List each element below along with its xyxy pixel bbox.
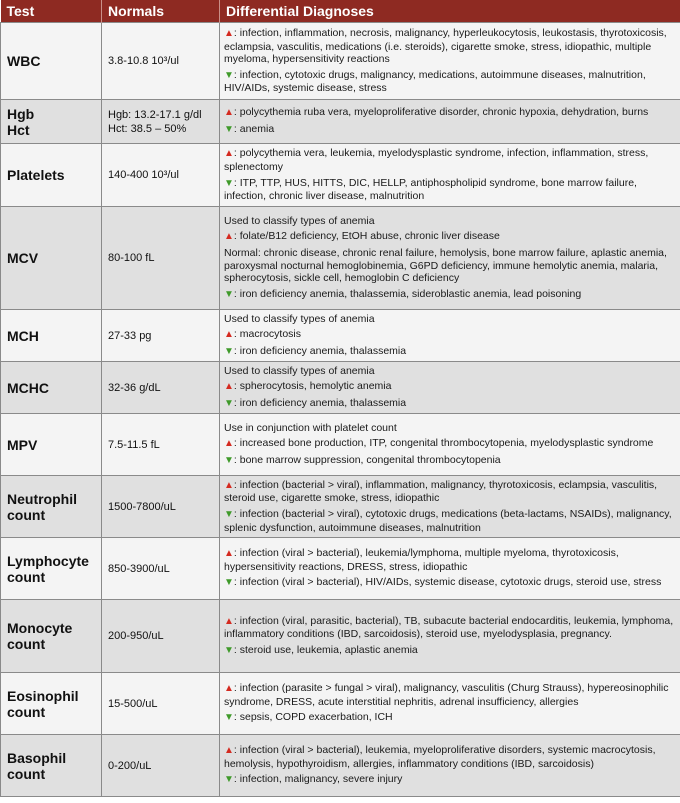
diagnosis-line [224, 380, 676, 394]
test-name: MCH [1, 310, 102, 362]
increase-arrow-icon: ▲ [224, 479, 234, 491]
table-body [1, 23, 680, 797]
differential-diagnoses [220, 144, 680, 207]
diagnosis-text: : infection (viral, parasitic, bacterial), TB, subacute bacterial endocarditis, leukemia, lymphoma, inflammatory conditions (IBD, sarcoidosis), steroid use, myelodysplasia, pregnancy. [224, 614, 674, 641]
table-row [1, 538, 680, 600]
normal-range-line: 850-3900/uL [108, 562, 170, 575]
test-name: WBC [1, 23, 102, 100]
diagnosis-text: : infection (bacterial > viral), inflammation, malignancy, thyrotoxicosis, eclampsia, vasculitis, steroid use, cigarette smoke, stress, idiopathic [224, 478, 658, 505]
diagnosis-text: : anemia [233, 123, 275, 135]
diagnosis-text: : infection, inflammation, necrosis, malignancy, hyperleukocytosis, leukostasis, thyrotoxicosis, eclampsia, vasculitis, medications (i.e. steroids), cigarette smoke, stress, idiopathic, multiple myeloma, hypersensitivity reactions [224, 27, 667, 66]
diagnosis-line [224, 230, 676, 244]
diagnosis-text: : infection (bacterial > viral), cytotoxic drugs, medications (beta-lactams, NSAIDs), malignancy, splenic dysfunction, autoimmune diseases, malnutrition [224, 508, 672, 534]
decrease-arrow-icon: ▼ [224, 177, 234, 189]
diagnosis-line [224, 177, 676, 203]
normal-range [102, 23, 220, 100]
normal-range [102, 144, 220, 207]
normal-range [102, 476, 220, 538]
diagnosis-line [224, 106, 676, 120]
normal-range [102, 600, 220, 673]
table-row [1, 310, 680, 362]
table-row [1, 414, 680, 476]
increase-arrow-icon: ▲ [224, 107, 234, 119]
diagnosis-line [224, 711, 676, 725]
diagnosis-line [224, 422, 676, 435]
normal-range [102, 538, 220, 600]
test-name: Neutrophil count [1, 476, 102, 538]
diagnosis-line [224, 508, 676, 534]
increase-arrow-icon: ▲ [224, 231, 234, 243]
increase-arrow-icon: ▲ [224, 148, 234, 160]
table-row [1, 100, 680, 144]
increase-arrow-icon: ▲ [224, 745, 234, 757]
decrease-arrow-icon: ▼ [224, 345, 234, 357]
normal-range [102, 414, 220, 476]
diagnosis-line [224, 27, 676, 66]
normal-range [102, 207, 220, 310]
table-row [1, 735, 680, 797]
increase-arrow-icon: ▲ [224, 28, 234, 40]
diagnosis-line [224, 454, 676, 468]
diagnosis-text: : sepsis, COPD exacerbation, ICH [233, 711, 393, 724]
differential-diagnoses [220, 310, 680, 362]
decrease-arrow-icon: ▼ [224, 124, 234, 135]
table-row [1, 144, 680, 207]
normal-range-line: Hgb: 13.2-17.1 g/dl [108, 108, 202, 121]
increase-arrow-icon: ▲ [224, 438, 234, 450]
diagnosis-text: : infection (viral > bacterial), HIV/AIDs, systemic disease, cytotoxic drugs, steroid use, stress [233, 576, 662, 589]
normal-range [102, 735, 220, 797]
diagnosis-text: Used to classify types of anemia [224, 214, 375, 227]
normal-range-line: 140-400 10³/ul [108, 169, 179, 181]
diagnosis-line [224, 644, 676, 658]
differential-diagnoses [220, 207, 680, 310]
diagnosis-text: : infection, cytotoxic drugs, malignancy, medications, autoimmune diseases, malnutrition, HIV/AIDs, systemic disease, stress [224, 68, 646, 95]
diagnosis-line [224, 288, 676, 302]
normal-range-line: 0-200/uL [108, 759, 152, 772]
differential-diagnoses [220, 414, 680, 476]
table-row [1, 207, 680, 310]
decrease-arrow-icon: ▼ [224, 644, 234, 656]
normal-range-line: Hct: 38.5 – 50% [108, 122, 187, 135]
diagnosis-text: : polycythemia ruba vera, myeloproliferative disorder, chronic hypoxia, dehydration, burns [233, 106, 649, 119]
table-row [1, 23, 680, 100]
test-name: Eosinophil count [1, 673, 102, 735]
normal-range-line: 1500-7800/uL [108, 500, 176, 513]
decrease-arrow-icon: ▼ [224, 577, 234, 589]
normal-range [102, 362, 220, 414]
decrease-arrow-icon: ▼ [224, 288, 234, 300]
diagnosis-line [224, 69, 676, 95]
diagnosis-line [224, 123, 676, 137]
test-name: MPV [1, 414, 102, 476]
decrease-arrow-icon: ▼ [224, 454, 234, 466]
test-name: Platelets [1, 144, 102, 207]
normal-range [102, 310, 220, 362]
increase-arrow-icon: ▲ [224, 615, 234, 627]
diagnosis-line [224, 328, 676, 342]
normal-range-line: 3.8-10.8 10³/ul [108, 55, 179, 67]
diagnosis-line [224, 397, 676, 411]
diagnosis-text: : bone marrow suppression, congenital thrombocytopenia [233, 453, 501, 466]
test-name: Basophil count [1, 735, 102, 797]
decrease-arrow-icon: ▼ [224, 774, 234, 786]
test-name: Hgb Hct [1, 100, 102, 144]
diagnosis-line [224, 547, 676, 573]
diagnosis-line [224, 365, 676, 378]
diagnosis-text: : increased bone production, ITP, congenital thrombocytopenia, myelodysplastic syndrome [233, 437, 654, 450]
increase-arrow-icon: ▲ [224, 329, 234, 341]
normal-range-line: 32-36 g/dL [108, 381, 161, 394]
test-name: MCHC [1, 362, 102, 414]
diagnosis-text: Use in conjunction with platelet count [224, 421, 397, 434]
diagnosis-text: : spherocytosis, hemolytic anemia [233, 380, 392, 393]
diagnosis-line [224, 576, 676, 590]
diagnosis-text: Normal: chronic disease, chronic renal failure, hemolysis, bone marrow failure, aplastic anemia, paroxysmal nocturnal hemoglobinemia, G6PD deficiency, immune hemolytic anemia, malaria, spherocytosis, sickle cell, hemoglobin C deficiency [224, 246, 667, 285]
differential-diagnoses [220, 735, 680, 797]
normal-range [102, 673, 220, 735]
diagnosis-text: : steroid use, leukemia, aplastic anemia [233, 643, 418, 656]
header-row [1, 0, 680, 23]
table-row [1, 476, 680, 538]
diagnosis-text: : iron deficiency anemia, thalassemia [233, 344, 407, 357]
diagnosis-line [224, 247, 676, 285]
test-name: Monocyte count [1, 600, 102, 673]
normal-range-line: 80-100 fL [108, 252, 155, 264]
normal-range-line: 200-950/uL [108, 630, 164, 642]
table-row [1, 600, 680, 673]
normal-range-line: 15-500/uL [108, 697, 158, 710]
header-normals: Normals [102, 0, 220, 23]
diagnosis-text: Used to classify types of anemia [224, 312, 375, 325]
differential-diagnoses [220, 362, 680, 414]
diagnosis-line [224, 479, 676, 505]
test-name: MCV [1, 207, 102, 310]
differential-diagnoses [220, 100, 680, 144]
diagnosis-line [224, 773, 676, 787]
decrease-arrow-icon: ▼ [224, 509, 234, 520]
table-row [1, 673, 680, 735]
diagnosis-text: : polycythemia vera, leukemia, myelodysplastic syndrome, infection, inflammation, stress, splenectomy [224, 147, 649, 173]
differential-diagnoses [220, 476, 680, 538]
diagnosis-line [224, 147, 676, 173]
increase-arrow-icon: ▲ [224, 548, 234, 560]
diagnosis-line [224, 313, 676, 326]
decrease-arrow-icon: ▼ [224, 397, 234, 409]
diagnosis-text: : iron deficiency anemia, thalassemia, sideroblastic anemia, lead poisoning [233, 287, 582, 300]
decrease-arrow-icon: ▼ [224, 69, 234, 81]
diagnosis-line [224, 744, 676, 770]
diagnosis-line [224, 345, 676, 359]
diagnosis-line [224, 437, 676, 451]
diagnosis-text: : infection (parasite > fungal > viral), malignancy, vasculitis (Churg Strauss), hypereosinophilic syndrome, DRESS, acute interstitial nephritis, adrenal insufficiency, allergies [224, 682, 669, 708]
diagnosis-line [224, 215, 676, 228]
increase-arrow-icon: ▲ [224, 381, 234, 393]
decrease-arrow-icon: ▼ [224, 712, 234, 724]
differential-diagnoses [220, 538, 680, 600]
normal-range-line: 7.5-11.5 fL [108, 438, 160, 451]
diagnosis-text: : infection (viral > bacterial), leukemia, myeloproliferative disorders, systemic macrocytosis, hemolysis, hypothyroidism, allergies, inflammatory conditions (IBD, sarcoidosis) [224, 744, 656, 770]
header-differential: Differential Diagnoses [220, 0, 680, 23]
increase-arrow-icon: ▲ [224, 683, 234, 695]
differential-diagnoses [220, 673, 680, 735]
table-row [1, 362, 680, 414]
test-name: Lymphocyte count [1, 538, 102, 600]
diagnosis-line [224, 682, 676, 708]
diagnosis-text: Used to classify types of anemia [224, 364, 375, 377]
diagnosis-text: : folate/B12 deficiency, EtOH abuse, chronic liver disease [233, 230, 500, 243]
differential-diagnoses [220, 600, 680, 673]
header-test: Test [1, 0, 102, 23]
diagnosis-text: : iron deficiency anemia, thalassemia [233, 396, 407, 409]
diagnosis-line [224, 615, 676, 641]
diagnosis-text: : infection, malignancy, severe injury [233, 773, 403, 786]
diagnosis-text: : ITP, TTP, HUS, HITTS, DIC, HELLP, antiphospholipid syndrome, bone marrow failure, infection, chronic liver disease, malnutrition [224, 176, 637, 203]
diagnosis-text: : infection (viral > bacterial), leukemia/lymphoma, multiple myeloma, thyrotoxicosis, hypersensitivity reactions, DRESS, stress, idiopathic [224, 547, 619, 573]
normal-range [102, 100, 220, 144]
table-header [1, 0, 680, 23]
normal-range-line: 27-33 pg [108, 329, 152, 342]
differential-diagnoses [220, 23, 680, 100]
diagnosis-text: : macrocytosis [233, 328, 302, 341]
